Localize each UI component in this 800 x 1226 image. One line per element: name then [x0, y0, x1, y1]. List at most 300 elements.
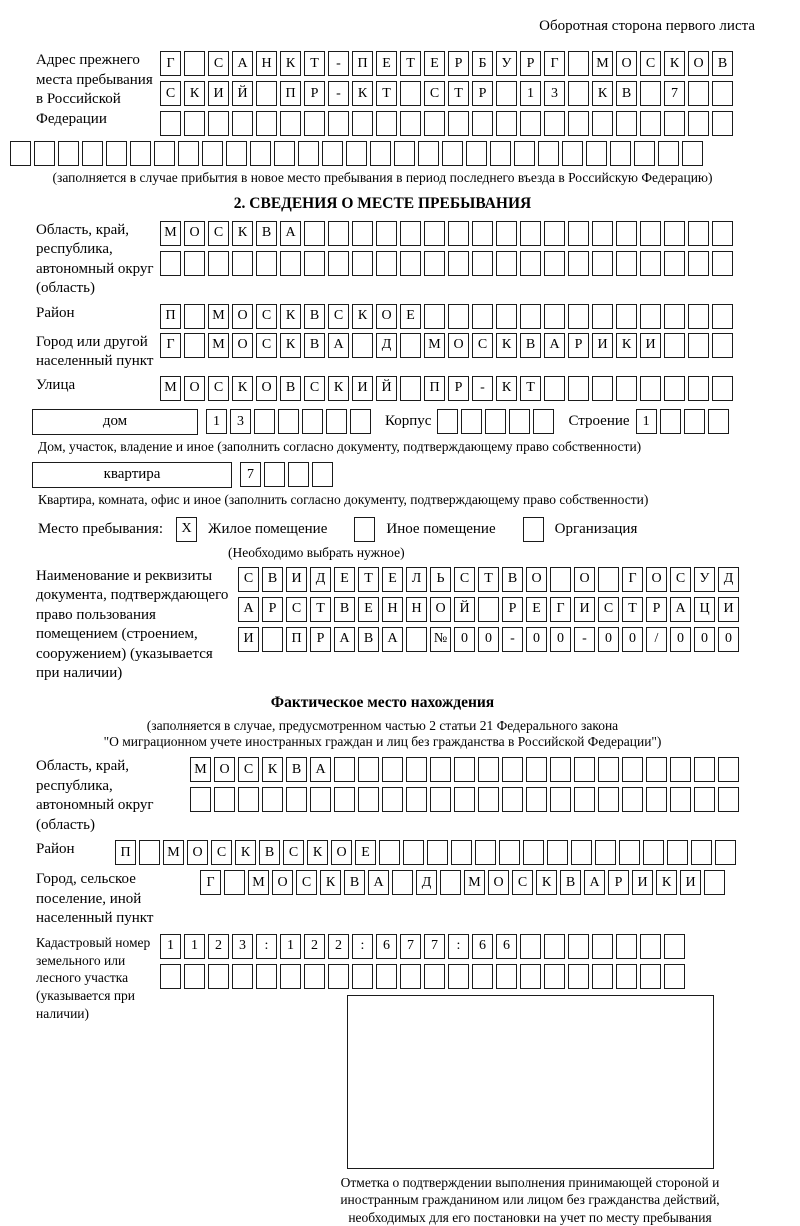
char-box [392, 870, 413, 895]
char-box [691, 840, 712, 865]
char-box: О [187, 840, 208, 865]
char-box [544, 934, 565, 959]
char-row [160, 934, 685, 959]
char-box: О [430, 597, 451, 622]
char-box [544, 111, 565, 136]
char-box: А [584, 870, 605, 895]
char-box [496, 964, 517, 989]
char-box: 0 [694, 627, 715, 652]
char-box [304, 221, 325, 246]
char-box [394, 141, 415, 166]
char-box: Н [406, 597, 427, 622]
char-box [562, 141, 583, 166]
char-box: 0 [622, 627, 643, 652]
char-box: К [496, 376, 517, 401]
char-box [250, 141, 271, 166]
char-box: М [190, 757, 211, 782]
char-box [437, 409, 458, 434]
char-box: Г [622, 567, 643, 592]
option-residential-label: Жилое помещение [208, 520, 328, 537]
char-box [592, 304, 613, 329]
char-box [520, 964, 541, 989]
char-box [646, 757, 667, 782]
char-box: Г [550, 597, 571, 622]
char-box: В [344, 870, 365, 895]
char-box [256, 111, 277, 136]
char-box [704, 870, 725, 895]
char-box [640, 251, 661, 276]
char-box: Й [232, 81, 253, 106]
char-box [478, 787, 499, 812]
char-box [499, 840, 520, 865]
char-box: 2 [304, 934, 325, 959]
char-box [688, 333, 709, 358]
char-box: Д [718, 567, 739, 592]
char-box: : [448, 934, 469, 959]
char-box [622, 787, 643, 812]
char-box [544, 964, 565, 989]
char-row [190, 757, 739, 782]
char-box [496, 111, 517, 136]
char-box [208, 111, 229, 136]
char-box: А [310, 757, 331, 782]
char-box [352, 964, 373, 989]
char-box [640, 376, 661, 401]
char-box [718, 757, 739, 782]
char-box [496, 221, 517, 246]
option-organization-label: Организация [554, 520, 638, 537]
char-box: О [256, 376, 277, 401]
char-box [574, 787, 595, 812]
char-box [302, 409, 323, 434]
apartment-type-box: квартира [32, 462, 232, 488]
stroenie-label: Строение [568, 413, 630, 430]
char-box: К [232, 376, 253, 401]
char-box [232, 251, 253, 276]
actual-district-label: Район [36, 841, 75, 858]
char-row [190, 787, 739, 812]
street-label: Улица [36, 376, 76, 393]
char-box: 6 [376, 934, 397, 959]
char-box: 3 [230, 409, 251, 434]
char-box: Т [448, 81, 469, 106]
char-box: О [184, 376, 205, 401]
char-box: К [352, 81, 373, 106]
char-box [712, 333, 733, 358]
char-box [280, 251, 301, 276]
char-box: 1 [184, 934, 205, 959]
char-box: Т [304, 51, 325, 76]
char-box: К [184, 81, 205, 106]
char-box [472, 111, 493, 136]
char-box: С [208, 376, 229, 401]
char-box [350, 409, 371, 434]
char-box: В [616, 81, 637, 106]
char-box [568, 51, 589, 76]
char-box [670, 787, 691, 812]
char-box [664, 964, 685, 989]
char-box [322, 141, 343, 166]
char-box: М [464, 870, 485, 895]
char-box: 2 [328, 934, 349, 959]
char-box [376, 251, 397, 276]
char-box: Р [304, 81, 325, 106]
char-box: 2 [208, 934, 229, 959]
char-box [718, 787, 739, 812]
char-box [448, 111, 469, 136]
char-box [712, 304, 733, 329]
char-box [232, 111, 253, 136]
char-row [160, 964, 685, 989]
char-box: К [656, 870, 677, 895]
char-box [520, 221, 541, 246]
char-box: П [286, 627, 307, 652]
char-box: 0 [670, 627, 691, 652]
char-box [568, 81, 589, 106]
char-box: В [259, 840, 280, 865]
char-box [664, 221, 685, 246]
char-box [712, 111, 733, 136]
char-box: А [232, 51, 253, 76]
char-box: П [160, 304, 181, 329]
char-box: М [208, 333, 229, 358]
char-box: У [496, 51, 517, 76]
char-box [440, 870, 461, 895]
char-box: Е [382, 567, 403, 592]
char-box: О [184, 221, 205, 246]
stay-type-note: (Необходимо выбрать нужное) [228, 544, 405, 560]
char-box: В [286, 757, 307, 782]
char-box: К [352, 304, 373, 329]
prev-address-label: Адрес прежнего места пребывания в Российской Федерации [36, 52, 153, 127]
char-box: О [688, 51, 709, 76]
char-box: П [115, 840, 136, 865]
char-box: С [328, 304, 349, 329]
char-box: К [262, 757, 283, 782]
char-box: А [368, 870, 389, 895]
char-box: Ц [694, 597, 715, 622]
checkbox-organization [523, 517, 544, 542]
stay-type-row [38, 517, 755, 542]
char-box: Е [376, 51, 397, 76]
char-box [664, 251, 685, 276]
char-box: М [160, 221, 181, 246]
char-box [550, 757, 571, 782]
char-box [574, 757, 595, 782]
char-box [526, 787, 547, 812]
char-box [106, 141, 127, 166]
char-box [224, 870, 245, 895]
char-box: О [331, 840, 352, 865]
char-box: С [424, 81, 445, 106]
char-box: К [536, 870, 557, 895]
prev-address-note: (заполняется в случае прибытия в новое место пребывания в период последнего въезда в Российскую Федерацию) [52, 170, 713, 185]
field-district [10, 304, 755, 329]
field-region [10, 221, 755, 299]
char-box [610, 141, 631, 166]
apartment-row [32, 462, 755, 488]
char-box [184, 964, 205, 989]
char-box: О [232, 304, 253, 329]
char-box [232, 964, 253, 989]
char-box [688, 81, 709, 106]
char-box [358, 787, 379, 812]
char-box: Е [526, 597, 547, 622]
char-box: К [232, 221, 253, 246]
char-box [688, 304, 709, 329]
char-box: М [592, 51, 613, 76]
field-actual-district [10, 840, 755, 865]
char-box [34, 141, 55, 166]
char-box [184, 111, 205, 136]
char-box [262, 787, 283, 812]
char-box: К [592, 81, 613, 106]
char-box [598, 757, 619, 782]
checkbox-other-premises [354, 517, 375, 542]
char-box [544, 221, 565, 246]
char-box [592, 964, 613, 989]
char-box [634, 141, 655, 166]
char-box: М [163, 840, 184, 865]
char-box: К [320, 870, 341, 895]
char-box [238, 787, 259, 812]
char-row [437, 409, 554, 434]
char-box [514, 141, 535, 166]
char-box [424, 304, 445, 329]
char-box: И [238, 627, 259, 652]
char-box [520, 251, 541, 276]
char-box: С [238, 567, 259, 592]
char-box [352, 333, 373, 358]
char-box: С [598, 597, 619, 622]
char-box: С [670, 567, 691, 592]
char-box [684, 409, 705, 434]
char-row [238, 597, 739, 622]
field-city [10, 333, 755, 372]
char-box [568, 111, 589, 136]
char-box: Й [376, 376, 397, 401]
char-box: К [280, 51, 301, 76]
char-box [520, 934, 541, 959]
char-box [568, 376, 589, 401]
char-box: О [448, 333, 469, 358]
char-box: Т [478, 567, 499, 592]
char-box [178, 141, 199, 166]
char-box [568, 251, 589, 276]
char-box [670, 757, 691, 782]
char-row [636, 409, 729, 434]
char-box [616, 111, 637, 136]
char-box [592, 221, 613, 246]
char-box [640, 304, 661, 329]
char-box: Р [608, 870, 629, 895]
char-box [682, 141, 703, 166]
char-box: С [286, 597, 307, 622]
page-side-note: Оборотная сторона первого листа [539, 18, 755, 34]
char-box: - [502, 627, 523, 652]
char-box [154, 141, 175, 166]
char-box: О [616, 51, 637, 76]
char-box [310, 787, 331, 812]
option-other-premises-label: Иное помещение [386, 520, 496, 537]
char-box: К [664, 51, 685, 76]
char-box: А [334, 627, 355, 652]
char-box: С [296, 870, 317, 895]
char-box: 3 [232, 934, 253, 959]
char-box [694, 757, 715, 782]
char-box: П [424, 376, 445, 401]
char-box: В [358, 627, 379, 652]
char-box: Д [416, 870, 437, 895]
char-box [550, 567, 571, 592]
char-box: Л [406, 567, 427, 592]
char-box: Д [310, 567, 331, 592]
char-box [274, 141, 295, 166]
char-box [712, 376, 733, 401]
char-box: 7 [664, 81, 685, 106]
char-box [502, 757, 523, 782]
char-box [312, 462, 333, 487]
char-box: К [616, 333, 637, 358]
char-box: Р [646, 597, 667, 622]
char-box: Т [310, 597, 331, 622]
house-row [32, 409, 755, 435]
char-box: С [512, 870, 533, 895]
char-box [461, 409, 482, 434]
char-box [190, 787, 211, 812]
char-box [643, 840, 664, 865]
char-box: 1 [280, 934, 301, 959]
char-row [240, 462, 333, 487]
char-box [352, 111, 373, 136]
char-box: Р [472, 81, 493, 106]
char-box [184, 333, 205, 358]
actual-region-label: Область, край, республика, автономный округ (область) [36, 758, 154, 833]
char-box [485, 409, 506, 434]
field-street [10, 376, 755, 401]
char-box [326, 409, 347, 434]
char-box: И [718, 597, 739, 622]
char-box [523, 840, 544, 865]
char-box [490, 141, 511, 166]
char-box [472, 304, 493, 329]
char-box: Й [454, 597, 475, 622]
char-box: Г [160, 51, 181, 76]
char-box: И [680, 870, 701, 895]
char-box [586, 141, 607, 166]
char-box [688, 376, 709, 401]
char-box: А [382, 627, 403, 652]
char-box [664, 111, 685, 136]
char-box [533, 409, 554, 434]
house-type-box: дом [32, 409, 198, 435]
char-box: И [592, 333, 613, 358]
char-box: Е [400, 304, 421, 329]
house-note: Дом, участок, владение и иное (заполнить согласно документу, подтверждающему право собственности) [38, 438, 642, 454]
char-box [715, 840, 736, 865]
char-box: Е [424, 51, 445, 76]
char-box [616, 376, 637, 401]
char-box: К [496, 333, 517, 358]
char-box [568, 934, 589, 959]
cadastral-label: Кадастровый номер земельного или лесного участка (указывается при наличии) [36, 934, 151, 1021]
char-box [286, 787, 307, 812]
char-box [544, 304, 565, 329]
char-box [400, 81, 421, 106]
char-box [712, 251, 733, 276]
char-box [58, 141, 79, 166]
char-row [115, 840, 736, 865]
char-box [598, 787, 619, 812]
char-box [640, 964, 661, 989]
char-box [202, 141, 223, 166]
char-box: В [520, 333, 541, 358]
char-box: С [256, 333, 277, 358]
char-box [304, 964, 325, 989]
char-box: Е [334, 567, 355, 592]
char-box: 1 [160, 934, 181, 959]
char-box [358, 757, 379, 782]
char-box: Г [160, 333, 181, 358]
char-box: Р [448, 51, 469, 76]
char-box: С [304, 376, 325, 401]
char-box [256, 251, 277, 276]
char-box [400, 251, 421, 276]
char-row [200, 870, 725, 895]
char-box [254, 409, 275, 434]
char-box [448, 221, 469, 246]
char-box [424, 111, 445, 136]
char-box [448, 304, 469, 329]
char-box [622, 757, 643, 782]
char-box [598, 567, 619, 592]
char-box: У [694, 567, 715, 592]
char-box [616, 934, 637, 959]
char-box [592, 111, 613, 136]
char-box [616, 251, 637, 276]
char-box [520, 111, 541, 136]
char-box: Р [568, 333, 589, 358]
char-box: С [283, 840, 304, 865]
char-box [328, 964, 349, 989]
char-box [509, 409, 530, 434]
char-box [660, 409, 681, 434]
char-box [712, 81, 733, 106]
field-actual-region [10, 757, 755, 835]
char-box: Р [520, 51, 541, 76]
char-box: О [488, 870, 509, 895]
char-box: 6 [496, 934, 517, 959]
char-box [568, 304, 589, 329]
char-box [288, 462, 309, 487]
char-box [466, 141, 487, 166]
actual-city-label: Город, сельское поселение, иной населенный пункт [36, 871, 154, 927]
char-box: Р [310, 627, 331, 652]
char-box: К [235, 840, 256, 865]
char-box [352, 251, 373, 276]
char-box [406, 787, 427, 812]
char-box: М [208, 304, 229, 329]
char-row [160, 304, 733, 329]
char-box: А [238, 597, 259, 622]
char-row [160, 333, 733, 358]
char-box: Т [376, 81, 397, 106]
char-box: С [640, 51, 661, 76]
char-box: С [256, 304, 277, 329]
char-box: Р [262, 597, 283, 622]
char-box: К [280, 304, 301, 329]
char-box: Р [502, 597, 523, 622]
